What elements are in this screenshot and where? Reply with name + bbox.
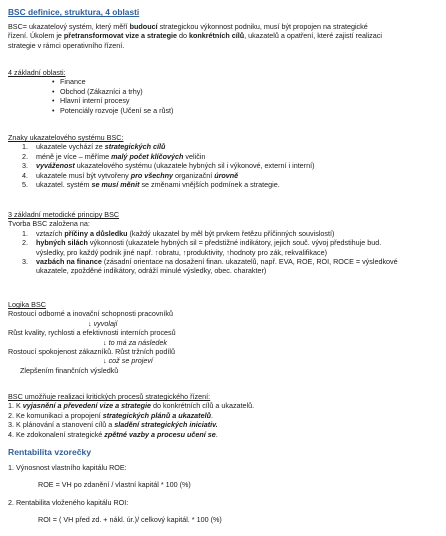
list-item-text: . [215,429,218,439]
formula: ROE = VH po zdanění / vlastní kapitál * 100 (%) [38,480,191,490]
formula: ROI = ( VH před zd. + nákl. úr.)/ celkový kapitál. * 100 (%) [38,515,222,525]
formula-title: 2. Rentabilita vloženého kapitálu ROI: [8,497,129,507]
list-item-emphasis: strategických plánů a ukazatelů [102,410,211,420]
formula-title: 1. Výnosnost vlastního kapitálu ROE: [8,463,127,472]
list-item [8,401,438,410]
signs-heading: Znaky ukazatelového systému BSC: [8,133,124,142]
list-item-continuation: výsledky, pro každý podnik jiné např. ↑obratu, ↑produktivity, ↑hodnoty pro zák, rekvalifikace) [36,247,327,257]
intro-text: do [176,31,189,41]
list-item-text: se změnami vnějších podmínek a strategie. [139,180,280,190]
areas-heading: 4 základní oblasti: [8,68,66,77]
intro-text: strategickou výkonnost podniku, musí být propojen na strategické [157,22,368,31]
signs-section [8,133,438,189]
list-item-emphasis: se musí měnit [91,180,140,190]
profitability-heading: Rentabilita vzorečky [8,447,92,457]
enables-section [8,392,438,439]
intro-emphasis: přetransformovat vize a strategie [63,31,177,41]
list-item-text: ukazatel. systém [36,180,92,190]
logic-heading: Logika BSC [8,300,46,309]
page-title: BSC definice, struktura, 4 oblasti [8,7,140,17]
list-item-continuation: ukazatele, zpožděné indikátory, odráží minulé výsledky, obec. charakter) [36,266,267,276]
list-item-text: (zásadní orientace na dosažení finan. ukazatelů, např. EVA, ROE, ROI, ROCE = výsledkové [101,257,398,267]
list-item-text: 1. K [8,401,23,411]
list-item-emphasis: sladění strategických iniciativ. [114,420,218,430]
list-item-label: Obchod (Zákazníci a trhy) [60,86,143,96]
list-item: 3. vyváženost ukazatelového systému (ukazatele hybných sil i výkonové, externí i interní) [22,161,315,171]
list-item: 2. méně je více – měříme malý počet klíčových veličin [22,151,206,161]
list-item-emphasis: zpětné vazby a procesu učení se [104,429,216,439]
list-item-label: Finance [60,77,86,87]
intro-text: řízení. Úkolem je [8,31,64,41]
bullet-icon: • [52,77,55,87]
list-item-text: do konkrétních cílů a ukazatelů. [151,401,255,411]
list-item-text: 3. K plánování a stanovení cílů a [8,420,115,430]
list-item-emphasis: vazbách na finance [36,257,102,267]
list-item [8,87,438,96]
bullet-icon: • [52,96,55,106]
list-item-emphasis: vyjasnění a převedení vize a strategie [22,401,152,411]
intro-emphasis: budoucí [129,22,158,31]
list-item-text: výkonnosti (ukazatele hybných sil = předstižné indikátory, jejich souč. vývoj předstihuje bud. [87,238,382,248]
logic-step: Růst kvality, rychlosti a efektivnosti interních procesů [8,328,176,338]
intro-text: BSC= ukazatelový systém, který měří [8,22,130,31]
list-item-text: méně je více – měříme [36,151,112,161]
principles-section [8,210,438,276]
list-item-text: veličin [183,151,206,161]
logic-step: Zlepšením finančních výsledků [20,365,119,375]
profitability-section [8,463,438,525]
list-item-text: ukazatelového systému (ukazatele hybných sil i výkonové, externí i interní) [74,161,315,171]
principles-heading: 3 základní metodické principy BSC [8,210,120,219]
areas-section [8,68,438,115]
list-item: 1. vztazích příčiny a důsledku (každý ukazatel by měl být prvkem řetězu příčinných souvislostí) [22,228,335,238]
principles-subheading: Tvorba BSC založena na: [8,219,90,229]
list-item: 4. ukazatele musí být vytvořeny pro všechny organizační úrovně [22,170,239,180]
list-item-text: 4. Ke zdokonalení strategické [8,429,105,439]
logic-arrow: ↓ vyvolají [88,318,118,328]
enables-heading: BSC umožňuje realizaci kritických procesů strategického řízení: [8,392,211,401]
list-item-emphasis: strategických cílů [104,142,166,152]
list-item-text: ukazatele musí být vytvořeny [36,170,131,180]
list-item-emphasis: hybných silách [36,238,88,248]
list-item-emphasis: úrovně [214,170,239,180]
list-item [8,106,438,115]
list-item-label: Hlavní interní procesy [60,96,130,106]
list-item [8,411,438,420]
list-item-emphasis: malý počet klíčových [111,151,184,161]
intro-text: strategie v rámci operativního řízení. [8,40,125,50]
list-item [8,430,438,439]
list-item-text: organizační [173,170,215,180]
list-item-emphasis: příčiny a důsledku [64,228,128,238]
logic-step: Rostoucí odborné a inovační schopnosti pracovníků [8,309,174,319]
list-item [8,420,438,429]
bullet-icon: • [52,86,55,96]
intro-text: , ukazatelů a opatření, které zajistí realizaci [244,31,382,41]
list-item: 3. vazbách na finance (zásadní orientace na dosažení finan. ukazatelů, např. EVA, ROE, ROI, ROCE = výsledkové [22,257,398,267]
list-item-emphasis: pro všechny [130,170,174,180]
list-item: 5. ukazatel. systém se musí měnit se změnami vnějších podmínek a strategie. [22,180,280,190]
logic-step: Rostoucí spokojenost zákazníků. Růst tržních podílů [8,347,175,357]
intro-paragraph [8,22,438,50]
list-item [8,77,438,86]
logic-arrow: ↓ což se projeví [103,356,153,366]
bullet-icon: • [52,105,55,115]
list-item-emphasis: vyváženost [36,161,75,171]
list-item-text: ukazatele vychází ze [36,142,105,152]
list-item: 2. hybných silách výkonnosti (ukazatele hybných sil = předstižné indikátory, jejich souč. vývoj předstihuje bud. [22,238,382,248]
list-item-text: 2. Ke komunikaci a propojení [8,410,103,420]
intro-emphasis: konkrétních cílů [188,31,245,41]
list-item: 1. ukazatele vychází ze strategických cílů [22,142,166,152]
logic-section [8,300,438,375]
list-item [8,96,438,105]
list-item-label: Potenciály rozvoje (Učení se a růst) [60,105,174,115]
list-item-text: . [210,410,213,420]
list-item-text: vztazích [36,228,65,238]
list-item-text: (každý ukazatel by měl být prvkem řetězu příčinných souvislostí) [127,228,335,238]
logic-arrow: ↓ to má za následek [103,337,167,347]
